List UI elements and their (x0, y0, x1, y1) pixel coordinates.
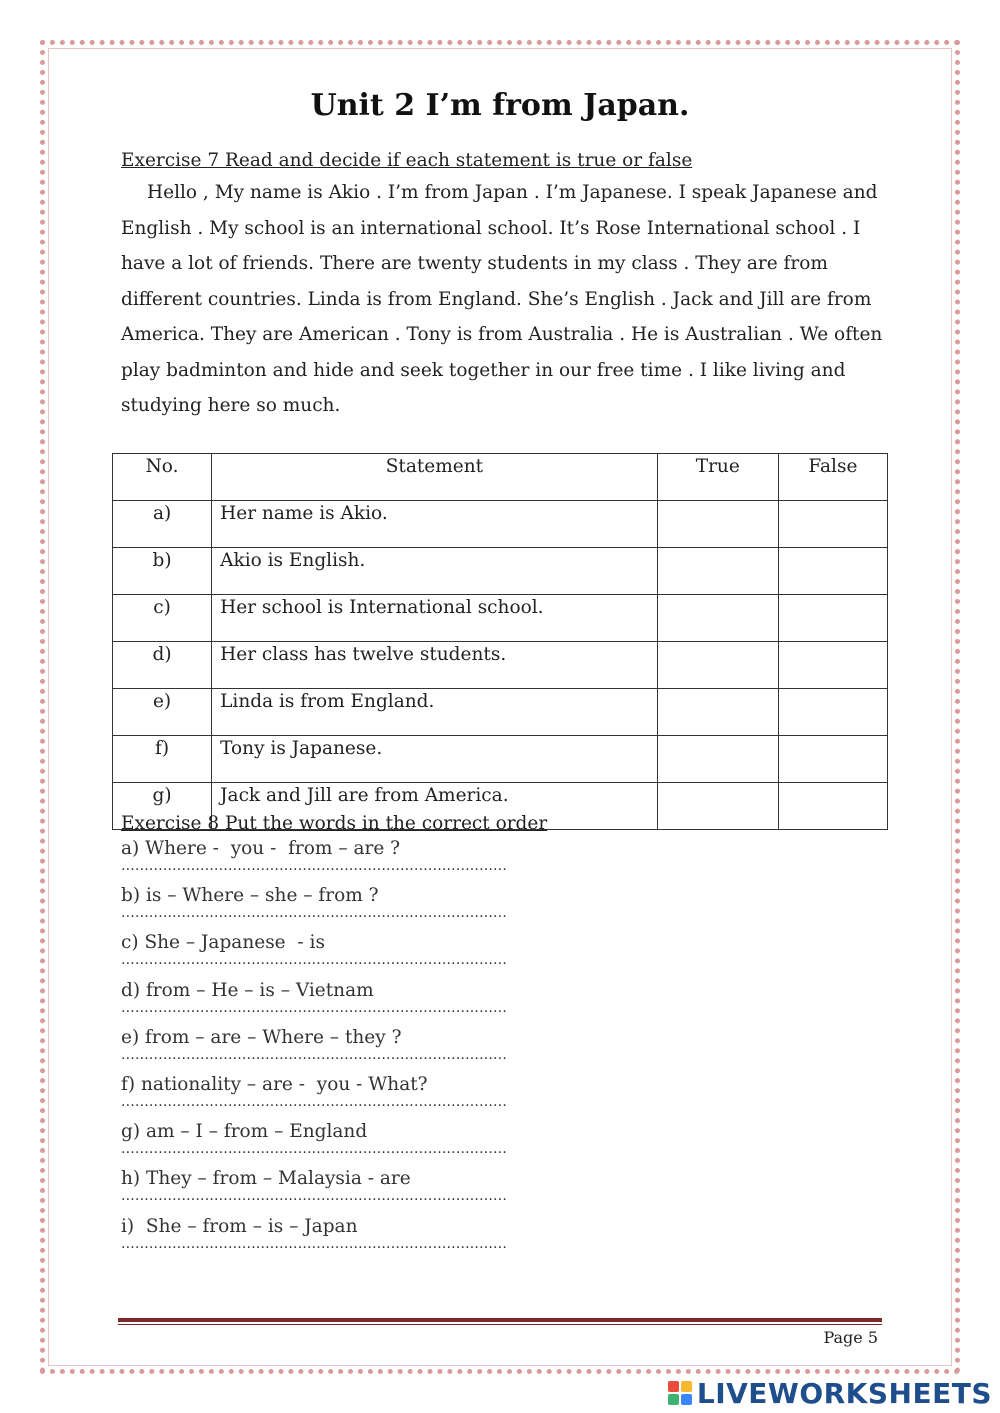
page-title: Unit 2 I’m from Japan. (310, 88, 690, 123)
logo-square (681, 1381, 692, 1392)
table-row (113, 736, 888, 783)
true-answer-cell[interactable] (657, 501, 778, 548)
list-item (121, 1168, 611, 1215)
row-statement: Her class has twelve students. (212, 642, 658, 689)
liveworksheets-watermark (668, 1376, 992, 1410)
row-statement: Jack and Jill are from America. (212, 783, 658, 830)
row-number: a) (113, 501, 212, 548)
false-answer-cell[interactable] (778, 595, 887, 642)
page-number: Page 5 (823, 1328, 878, 1347)
table-row (113, 689, 888, 736)
answer-line[interactable]: ................................................................................... (121, 905, 507, 922)
true-answer-cell[interactable] (657, 548, 778, 595)
row-number: f) (113, 736, 212, 783)
answer-line[interactable]: ................................................................................... (121, 1141, 507, 1158)
list-item (121, 838, 611, 885)
true-answer-cell[interactable] (657, 689, 778, 736)
scrambled-words: d) from – He – is – Vietnam (121, 979, 374, 1001)
true-answer-cell[interactable] (657, 736, 778, 783)
exercise-8-heading: Exercise 8 Put the words in the correct order (121, 813, 548, 834)
true-answer-cell[interactable] (657, 595, 778, 642)
header-false: False (778, 454, 887, 501)
footer-divider-thin (118, 1324, 882, 1325)
table-row (113, 548, 888, 595)
exercise-7-heading: Exercise 7 Read and decide if each statement is true or false (121, 150, 693, 171)
true-answer-cell[interactable] (657, 642, 778, 689)
false-answer-cell[interactable] (778, 642, 887, 689)
list-item (121, 980, 611, 1027)
footer-divider (118, 1318, 882, 1322)
answer-line[interactable]: ................................................................................... (121, 1093, 507, 1110)
row-number: g) (113, 783, 212, 830)
logo-square (681, 1394, 692, 1405)
scrambled-words: c) She – Japanese - is (121, 932, 325, 954)
scrambled-words: e) from – are – Where – they ? (121, 1026, 402, 1048)
answer-line[interactable]: ................................................................................... (121, 952, 507, 969)
true-false-table (112, 453, 888, 830)
answer-line[interactable]: ................................................................................... (121, 999, 507, 1016)
table-row (113, 501, 888, 548)
list-item (121, 1074, 611, 1121)
answer-line[interactable]: ................................................................................... (121, 1235, 507, 1252)
row-number: c) (113, 595, 212, 642)
answer-line[interactable]: ................................................................................... (121, 1046, 507, 1063)
row-statement: Tony is Japanese. (212, 736, 658, 783)
row-number: e) (113, 689, 212, 736)
row-number: b) (113, 548, 212, 595)
row-statement: Akio is English. (212, 548, 658, 595)
header-no: No. (113, 454, 212, 501)
scrambled-words: b) is – Where – she – from ? (121, 885, 379, 907)
list-item (121, 1216, 611, 1263)
false-answer-cell[interactable] (778, 783, 887, 830)
table-header-row (113, 454, 888, 501)
false-answer-cell[interactable] (778, 736, 887, 783)
row-number: d) (113, 642, 212, 689)
row-statement: Her school is International school. (212, 595, 658, 642)
list-item (121, 885, 611, 932)
header-true: True (657, 454, 778, 501)
scrambled-words: f) nationality – are - you - What? (121, 1073, 428, 1095)
table-row (113, 642, 888, 689)
watermark-text: LIVEWORKSHEETS (696, 1376, 992, 1410)
scrambled-words: i) She – from – is – Japan (121, 1215, 358, 1237)
scrambled-words: g) am – I – from – England (121, 1121, 368, 1143)
word-order-list (121, 838, 611, 1263)
reading-passage: Hello , My name is Akio . I’m from Japan . I’m Japanese. I speak Japanese and English . My school is an international school. It’s Rose International school . I have a lot of friends. There are twenty students in my class . They are from different countries. Linda is from England. She’s English . Jack and Jill are from America. They are American . Tony is from Australia . He is Australian . We often play badminton and hide and seek together in our free time . I like living and studying here so much. (121, 182, 883, 416)
header-statement: Statement (212, 454, 658, 501)
scrambled-words: h) They – from – Malaysia - are (121, 1168, 411, 1190)
answer-line[interactable]: ................................................................................... (121, 1188, 507, 1205)
row-statement: Her name is Akio. (212, 501, 658, 548)
false-answer-cell[interactable] (778, 548, 887, 595)
row-statement: Linda is from England. (212, 689, 658, 736)
list-item (121, 1027, 611, 1074)
list-item (121, 1121, 611, 1168)
table-row (113, 595, 888, 642)
list-item (121, 932, 611, 979)
scrambled-words: a) Where - you - from – are ? (121, 838, 401, 859)
liveworksheets-logo-icon (668, 1381, 692, 1405)
logo-square (668, 1394, 679, 1405)
false-answer-cell[interactable] (778, 689, 887, 736)
answer-line[interactable]: ................................................................................... (121, 858, 507, 874)
true-answer-cell[interactable] (657, 783, 778, 830)
logo-square (668, 1381, 679, 1392)
false-answer-cell[interactable] (778, 501, 887, 548)
